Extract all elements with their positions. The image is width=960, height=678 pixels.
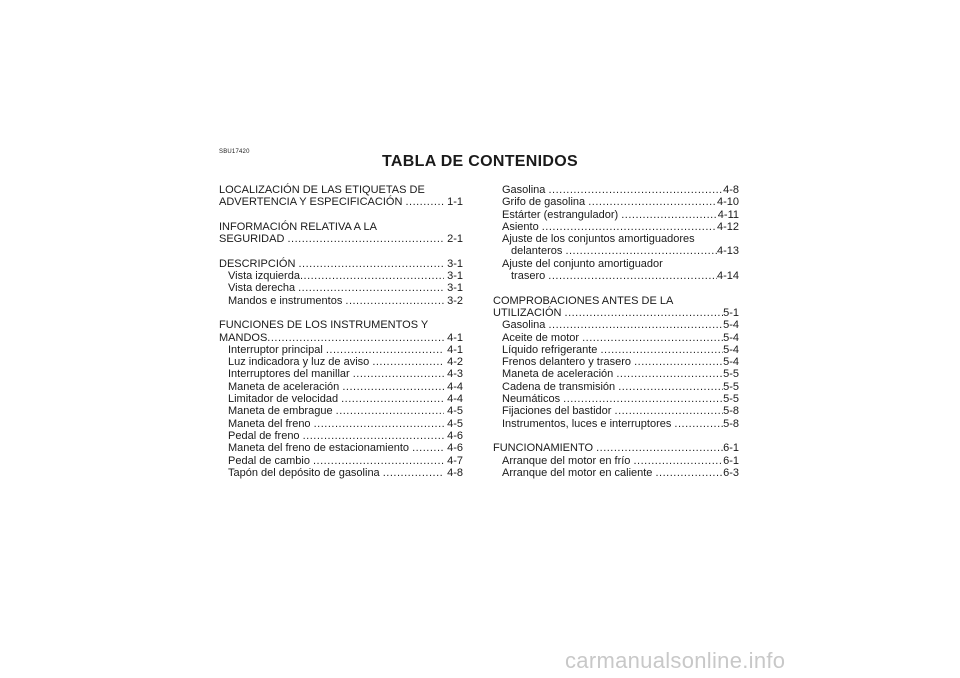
toc-entry[interactable] [219, 467, 463, 479]
toc-entry[interactable] [219, 356, 463, 368]
watermark: carmanualsonline.info [565, 648, 786, 673]
toc-entry-title: Aceite de motor [502, 331, 583, 344]
toc-entry-title: Vista izquierda [228, 270, 300, 283]
toc-entry[interactable] [219, 430, 463, 442]
toc-page-number: 6-3 [723, 466, 739, 479]
toc-page-number: 5-8 [723, 405, 739, 418]
toc-page-number: 5-4 [723, 343, 739, 356]
toc-page-number: 4-4 [444, 393, 463, 406]
toc-entry[interactable] [493, 245, 739, 257]
toc-entry[interactable] [219, 405, 463, 417]
toc-entry[interactable] [493, 442, 739, 454]
toc-entry-title: Maneta de aceleración [228, 380, 343, 393]
toc-entry[interactable] [493, 270, 739, 282]
toc-spacer [493, 430, 739, 442]
toc-entry[interactable] [219, 442, 463, 454]
dot-leader [372, 356, 444, 368]
toc-heading-line: COMPROBACIONES ANTES DE LA [493, 294, 674, 307]
toc-page-number: 4-11 [717, 208, 739, 221]
toc-entry-title: Luz indicadora y luz de aviso [228, 356, 373, 369]
toc-page-number: 4-7 [444, 454, 463, 467]
toc-entry[interactable] [493, 405, 739, 417]
dot-leader [588, 196, 717, 208]
dot-leader [345, 295, 444, 307]
toc-entry[interactable] [219, 418, 463, 430]
toc-page-number: 5-1 [723, 306, 739, 319]
toc-entry[interactable] [219, 332, 463, 344]
toc-entry[interactable] [493, 467, 739, 479]
toc-entry-title: Interruptores del manillar [228, 368, 353, 381]
toc-entry-title: Frenos delantero y trasero [502, 356, 635, 369]
toc-heading-line: LOCALIZACIÓN DE LAS ETIQUETAS DE [219, 184, 425, 196]
toc-entry[interactable] [219, 381, 463, 393]
dot-leader [674, 418, 723, 430]
toc-entry[interactable] [493, 196, 739, 208]
toc-entry[interactable] [219, 344, 463, 356]
toc-heading-line: Ajuste del conjunto amortiguador [502, 257, 663, 270]
toc-spacer [493, 282, 739, 294]
toc-page-number: 3-1 [444, 282, 463, 295]
dot-leader [326, 344, 444, 356]
toc-page-number: 4-5 [444, 405, 463, 418]
dot-leader [548, 270, 717, 282]
toc-entry-title: Fijaciones del bastidor [502, 405, 615, 418]
toc-entry-title: Gasolina [502, 319, 549, 332]
toc-entry[interactable] [493, 344, 739, 356]
dot-leader [313, 455, 444, 467]
dot-leader [353, 368, 444, 380]
toc-entry[interactable] [219, 270, 463, 282]
toc-entry-title: Instrumentos, luces e interruptores [502, 417, 675, 430]
toc-entry-title: FUNCIONAMIENTO [493, 442, 597, 455]
dot-leader [300, 270, 444, 282]
dot-leader [582, 332, 723, 344]
toc-entry-title: Estárter (estrangulador) [502, 208, 622, 221]
toc-page-number: 5-4 [723, 331, 739, 344]
toc-entry[interactable] [493, 319, 739, 331]
toc-entry-title: SEGURIDAD [219, 233, 288, 246]
toc-entry[interactable] [493, 332, 739, 344]
toc-right-column [493, 184, 739, 479]
toc-entry-title: Pedal de freno [228, 429, 303, 442]
toc-entry[interactable] [493, 368, 739, 380]
toc-entry-title: Interruptor principal [228, 343, 326, 356]
toc-page-number: 6-1 [723, 442, 739, 455]
dot-leader [314, 418, 444, 430]
toc-heading-line: INFORMACIÓN RELATIVA A LA [219, 220, 377, 233]
toc-spacer [219, 209, 463, 221]
toc-entry-title: Líquido refrigerante [502, 343, 601, 356]
toc-page-number: 6-1 [723, 454, 739, 467]
toc-entry[interactable] [493, 381, 739, 393]
toc-entry-title: Tapón del depósito de gasolina [228, 466, 383, 479]
toc-entry-title: Asiento [502, 220, 542, 233]
toc-page-number: 4-3 [444, 368, 463, 381]
document-code: SBU17420 [219, 149, 250, 155]
toc-page-number: 3-2 [444, 294, 463, 307]
toc-entry-title: Maneta de aceleración [502, 368, 617, 381]
toc-entry-title: Gasolina [502, 184, 549, 196]
toc-page-number: 4-10 [716, 196, 739, 209]
toc-left-column [219, 184, 463, 479]
toc-entry-title: Maneta de embrague [228, 405, 336, 418]
toc-entry-title: DESCRIPCIÓN [219, 257, 299, 270]
toc-page-number: 4-6 [444, 429, 463, 442]
toc-entry[interactable] [493, 209, 739, 221]
dot-leader [565, 307, 724, 319]
toc-page-number: 5-4 [723, 319, 739, 332]
toc-entry-title: Mandos e instrumentos [228, 294, 346, 307]
dot-leader [634, 356, 723, 368]
dot-leader [287, 233, 444, 245]
toc-entry[interactable] [219, 258, 463, 270]
toc-entry[interactable] [219, 455, 463, 467]
toc-spacer [219, 245, 463, 257]
dot-leader [303, 430, 444, 442]
toc-entry[interactable] [493, 307, 739, 319]
toc-page-number: 5-4 [723, 356, 739, 369]
toc-page-number: 4-14 [716, 270, 739, 283]
toc-page-number: 5-8 [723, 417, 739, 430]
dot-leader [655, 467, 723, 479]
toc-entry[interactable] [219, 295, 463, 307]
toc-page-number: 4-4 [444, 380, 463, 393]
dot-leader [383, 467, 444, 479]
dot-leader [267, 332, 444, 344]
toc-heading-line: FUNCIONES DE LOS INSTRUMENTOS Y [219, 319, 429, 332]
toc-entry-title: Maneta del freno de estacionamiento [228, 442, 413, 455]
dot-leader [341, 393, 444, 405]
toc-page-number: 5-5 [723, 380, 739, 393]
toc-entry-title: Limitador de velocidad [228, 393, 342, 406]
toc-page-number: 4-8 [723, 184, 739, 196]
toc-entry-title: Neumáticos [502, 393, 564, 406]
dot-leader [596, 442, 723, 454]
dot-leader [342, 381, 444, 393]
toc-entry-title: Grifo de gasolina [502, 196, 589, 209]
dot-leader [615, 405, 724, 417]
dot-leader [548, 319, 723, 331]
dot-leader [633, 455, 723, 467]
dot-leader [621, 209, 718, 221]
toc-entry-title: trasero [511, 270, 549, 283]
dot-leader [298, 258, 444, 270]
toc-page-number: 4-2 [444, 356, 463, 369]
toc-entry-title: Vista derecha [228, 282, 299, 295]
toc-entry-title: delanteros [511, 245, 566, 258]
dot-leader [298, 282, 444, 294]
toc-entry-title: MANDOS [219, 331, 268, 344]
toc-entry-title: Arranque del motor en frío [502, 454, 634, 467]
toc-spacer [219, 307, 463, 319]
toc-entry-title: Pedal de cambio [228, 454, 313, 467]
toc-page-number: 4-6 [444, 442, 463, 455]
toc-entry-title: UTILIZACIÓN [493, 306, 565, 319]
dot-leader [548, 184, 723, 196]
dot-leader [336, 405, 444, 417]
toc-entry[interactable] [493, 455, 739, 467]
toc-page-number: 1-1 [444, 196, 463, 209]
toc-entry-title: Cadena de transmisión [502, 380, 619, 393]
dot-leader [405, 196, 444, 208]
dot-leader [616, 368, 723, 380]
toc-entry-title: Arranque del motor en caliente [502, 466, 656, 479]
toc-entry[interactable] [493, 184, 739, 196]
toc-page-number: 5-5 [723, 393, 739, 406]
toc-entry[interactable] [493, 393, 739, 405]
toc-entry[interactable] [219, 393, 463, 405]
toc-entry[interactable] [493, 221, 739, 233]
toc-page-number: 3-1 [444, 270, 463, 283]
toc-entry[interactable] [219, 196, 463, 208]
dot-leader [600, 344, 723, 356]
dot-leader [565, 245, 717, 257]
toc-page-number: 4-13 [716, 245, 739, 258]
page-title: TABLA DE CONTENIDOS [382, 153, 578, 170]
toc-page-number: 2-1 [444, 233, 463, 246]
toc-page-number: 4-1 [444, 331, 463, 344]
toc-entry[interactable] [219, 282, 463, 294]
toc-entry[interactable] [493, 418, 739, 430]
toc-page-number: 3-1 [444, 257, 463, 270]
toc-entry[interactable] [493, 356, 739, 368]
toc-page-number: 4-5 [444, 417, 463, 430]
toc-page-number: 4-8 [444, 466, 463, 479]
dot-leader [563, 393, 723, 405]
toc-page-number: 4-1 [444, 343, 463, 356]
toc-heading-line: Ajuste de los conjuntos amortiguadores [502, 233, 695, 246]
toc-entry-title: Maneta del freno [228, 417, 314, 430]
toc-entry-title: ADVERTENCIA Y ESPECIFICACIÓN [219, 196, 406, 209]
dot-leader [412, 442, 444, 454]
toc-entry[interactable] [219, 368, 463, 380]
dot-leader [542, 221, 717, 233]
dot-leader [618, 381, 723, 393]
toc-entry[interactable] [219, 233, 463, 245]
toc-page-number: 4-12 [716, 220, 739, 233]
toc-page-number: 5-5 [723, 368, 739, 381]
